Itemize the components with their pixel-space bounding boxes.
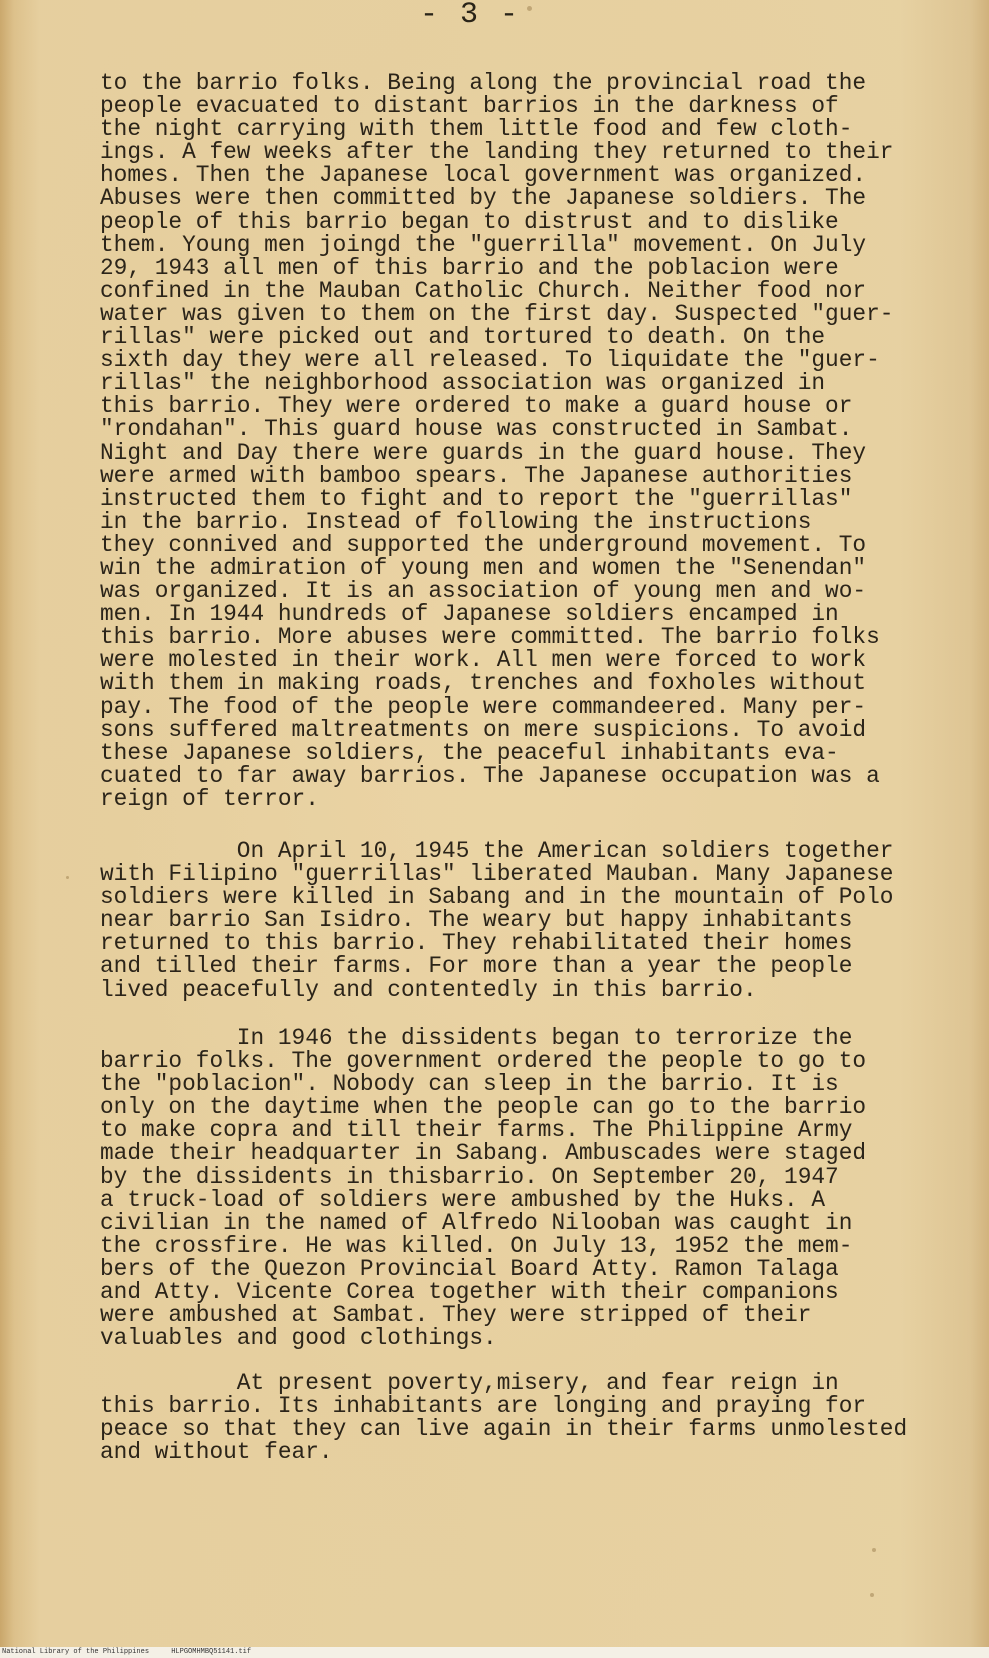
- scan-footer: [0, 1647, 989, 1658]
- paragraph-occupation: to the barrio folks. Being along the provincial road the people evacuated to distant barrios in the darkness of the night carrying with them little food and few cloth- ings. A few weeks after the landing they returned to their homes. Then the Japanese local government was organized. Abuses were then committed by the Japanese soldiers. The people of this barrio began to distrust and to dislike them. Young men joingd the "guerrilla" movement. On July 29, 1943 all men of this barrio and the poblacion were confined in the Mauban Catholic Church. Neither food nor water was given to them on the first day. Suspected "guer- rillas" were picked out and tortured to death. On the sixth day they were all released. To liquidate the "guer- rillas" the neighborhood association was organized in this barrio. They were ordered to make a guard house or "rondahan". This guard house was constructed in Sambat. Night and Day there were guards in the guard house. They were armed with bamboo spears. The Japanese authorities instructed them to fight and to report the "guerrillas" in the barrio. Instead of following the instructions they connived and supported the underground movement. To win the admiration of young men and women the "Senendan" was organized. It is an association of young men and wo- men. In 1944 hundreds of Japanese soldiers encamped in this barrio. More abuses were committed. The barrio folks were molested in their work. All men were forced to work with them in making roads, trenches and foxholes without pay. The food of the people were commandeered. Many per- sons suffered maltreatments on mere suspicions. To avoid these Japanese soldiers, the peaceful inhabitants eva- cuated to far away barrios. The Japanese occupation was a reign of terror.: [100, 70, 894, 812]
- paper-spot: [872, 1548, 876, 1552]
- footer-file-id: HLPGOMHMBQ51141.tif: [171, 1648, 252, 1656]
- footer-library: National Library of the Philippines: [2, 1648, 150, 1656]
- paper-spot: [66, 876, 69, 879]
- paragraph-present: At present poverty,misery, and fear reign in this barrio. Its inhabitants are longing and praying for peace so that they can live again in their farms unmolested and without fear.: [100, 1370, 908, 1466]
- paragraph-dissidents: In 1946 the dissidents began to terrorize the barrio folks. The government ordered the people to go to the "poblacion". Nobody can sleep in the barrio. It is only on the daytime when the people can go to the barrio to make copra and till their farms. The Philippine Army made their headquarter in Sabang. Ambuscades were staged by the dissidents in thisbarrio. On September 20, 1947 a truck-load of soldiers were ambushed by the Huks. A civilian in the named of Alfredo Nilooban was caught in the crossfire. He was killed. On July 13, 1952 the mem- bers of the Quezon Provincial Board Atty. Ramon Talaga and Atty. Vicente Corea together with their companions were ambushed at Sambat. They were stripped of their valuables and good clothings.: [100, 1025, 867, 1352]
- paper-spot: [870, 1593, 874, 1597]
- paragraph-liberation: On April 10, 1945 the American soldiers together with Filipino "guerrillas" liberated Mauban. Many Japanese soldiers were killed in Sabang and in the mountain of Polo near barrio San Isidro. The weary but happy inhabitants returned to this barrio. They rehabilitated their homes and tilled their farms. For more than a year the people lived peacefully and contentedly in this barrio.: [100, 838, 894, 1003]
- page-number: - 3 -: [420, 0, 521, 32]
- paper-spot: [527, 6, 532, 11]
